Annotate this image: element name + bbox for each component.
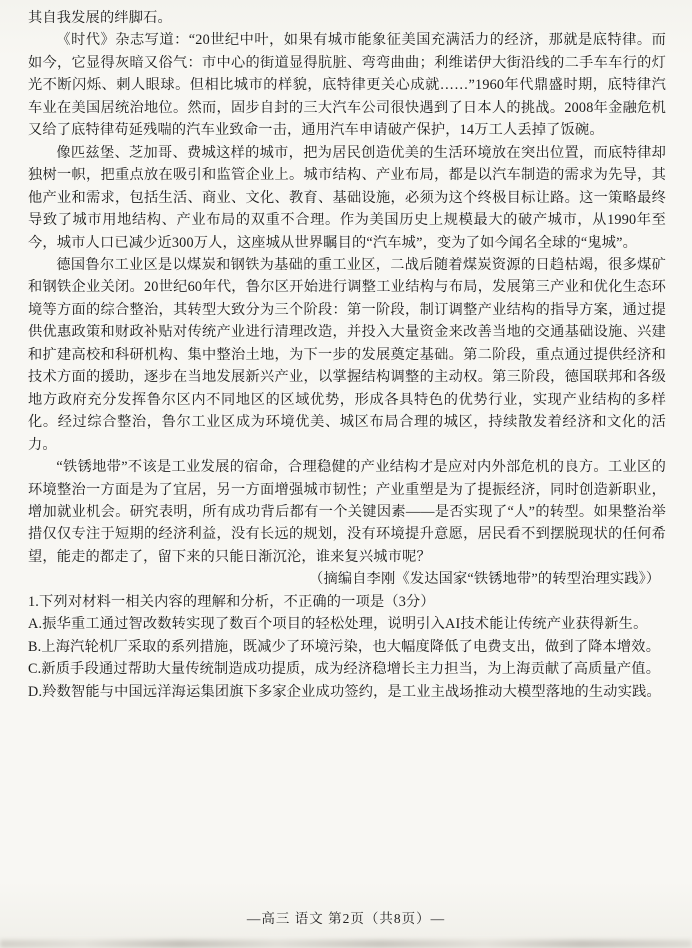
question-1-option-c: C.新质手段通过帮助大量传统制造成功提质，成为经济稳增长主力担当，为上海贡献了高质量产值。	[28, 661, 661, 678]
question-1-option-b: B.上海汽轮机厂采取的系列措施，既减少了环境污染，也大幅度降低了电费支出，做到了降本增效。	[28, 638, 661, 655]
paragraph-detroit-intro: 《时代》杂志写道：“20世纪中叶，如果有城市能象征美国充满活力的经济，那就是底特律。而如今，它显得灰暗又俗气：市中心的街道显得肮脏、弯弯曲曲；利维诺伊大街沿线的二手车车行的灯光不断闪烁、刺人眼球。但相比城市的样貌，底特律更关心成就……”1960年代鼎盛时期，底特律汽车业在美国居统治地位。然而，固步自封的三大汽车公司很快遇到了日本人的挑战。2008年金融危机又给了底特律苟延残喘的汽车业致命一击，通用汽车申请破产保护，14万工人丢掉了饭碗。	[28, 32, 666, 139]
document-body	[28, 7, 666, 703]
scan-edge-artifact	[0, 940, 692, 948]
question-1-option-a: A.振华重工通过智改数转实现了数百个项目的轻松处理，说明引入AI技术能让传统产业获得新生。	[28, 616, 648, 633]
question-1-stem: 1.下列对材料一相关内容的理解和分析，不正确的一项是（3分）	[28, 593, 435, 610]
source-attribution: （摘编自李刚《发达国家“铁锈地带”的转型治理实践》）	[309, 571, 661, 588]
question-1-option-d: D.羚数智能与中国远洋海运集团旗下多家企业成功签约，是工业主战场推动大模型落地的生动实践。	[28, 683, 661, 700]
paragraph-rust-belt-conclusion: “铁锈地带”不该是工业发展的宿命，合理稳健的产业结构才是应对内外部危机的良方。工业区的环境整治一方面是为了宜居，另一方面增强城市韧性；产业重塑是为了提振经济，同时创造新职业，增加就业机会。研究表明，所有成功背后都有一个关键因素——是否实现了“人”的转型。如果整治举措仅仅专注于短期的经济利益，没有长远的规划，没有环境提升意愿，居民看不到摆脱现状的任何希望，能走的都走了，留下来的只能日渐沉沦，谁来复兴城市呢？	[28, 459, 666, 565]
paragraph-ruhr-transformation: 德国鲁尔工业区是以煤炭和钢铁为基础的重工业区，二战后随着煤炭资源的日趋枯竭，很多煤矿和钢铁企业关闭。20世纪60年代，鲁尔区开始进行调整工业结构与布局，发展第三产业和优化生态环境等方面的综合整治，其转型大致分为三个阶段：第一阶段，制订调整产业结构的指导方案，通过提供优惠政策和财政补贴对传统产业进行清理改造，并投入大量资金来改善当地的交通基础设施、兴建和扩建高校和科研机构、集中整治土地，为下一步的发展奠定基础。第二阶段，重点通过提供经济和技术方面的援助，逐步在当地发展新兴产业，以掌握结构调整的主动权。第三阶段，德国联邦和各级地方政府充分发挥鲁尔区内不同地区的区域优势，形成各具特色的优势行业，实现产业结构的多样化。经过综合整治，鲁尔工业区成为环境优美、城区布局合理的城区，持续散发着经济和文化的活力。	[28, 256, 666, 453]
paragraph-detroit-decline: 像匹兹堡、芝加哥、费城这样的城市，把为居民创造优美的生活环境放在突出位置，而底特律却独树一帜，把重点放在吸引和监管企业上。城市结构、产业布局，都是以汽车制造的需求为先导，其他产业和需求，包括生活、商业、文化、教育、基础设施，必须为这个终极目标让路。这一策略最终导致了城市用地结构、产业布局的双重不合理。作为美国历史上规模最大的破产城市，从1990年至今，城市人口已减少近300万人，这座城从世界瞩目的“汽车城”，变为了如今闻名全球的“鬼城”。	[28, 144, 666, 251]
carryover-line: 其自我发展的绊脚石。	[28, 10, 172, 26]
page-footer: —高三 语文 第2页（共8页）—	[246, 911, 446, 926]
